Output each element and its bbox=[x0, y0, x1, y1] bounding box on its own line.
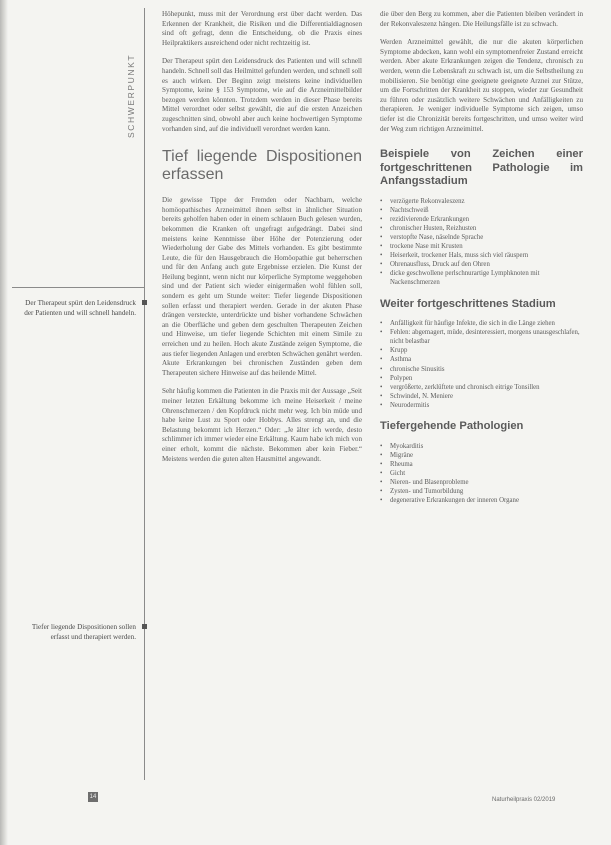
list-item: • rezidivierende Erkrankungen bbox=[380, 215, 583, 224]
subheading: Tiefergehende Pathologien bbox=[380, 420, 524, 432]
list-item: • Fehlen: abgemagert, müde, desinteressiert, morgens unausgeschlafen, nicht belastbar bbox=[380, 328, 583, 346]
list-item: • Nieren- und Blasenprobleme bbox=[380, 478, 583, 487]
subheading: Weiter fortgeschrittenes Stadium bbox=[380, 297, 556, 310]
bullet-list bbox=[380, 319, 583, 410]
list-item: • vergrößerte, zerklüftete und chronisch eitrige Tonsillen bbox=[380, 383, 583, 392]
paragraph: Der Therapeut spürt den Leidensdruck des Patienten und will schnell handeln. Schnell soll das Heilmittel gefunden werden, und schnell soll es auch wirken. Der Beginn zeigt meistens keine individuellen Symptome, keine § 153 Symptome, wie auf die Arzneimittelbilder bezogen werden könnten. Trotzdem werden in dieser Phase bereits Mittel verordnet oder selbst gewählt, die auf die ersten Anzeichen zugeschnitten sind, obwohl aber auch keine hochwertigen Symptome vorhanden sind, auf die individuell verordnet werden kann. bbox=[162, 57, 362, 133]
horizontal-rule bbox=[12, 287, 145, 288]
list-item: • Krupp bbox=[380, 346, 583, 355]
paragraph: Sehr häufig kommen die Patienten in die Praxis mit der Aussage „Seit meiner letzten Erkältung bekomme ich meine Heiserkeit / meine Ohrenschmerzen / den Kopfdruck nicht mehr weg. Ich bin müde und habe keine Lust zu Sport oder Hobbys. Alles strengt an, und die Belastung bekommt ich Herzen.“ Oder: „Je älter ich werde, desto schlimmer ich immer wieder eine Erkältung. Kaum habe ich mich von einer erholt, kommt die nächste. Bekommen aber kein Fieber.“ Meistens werden die guten alten Hausmittel angewandt. bbox=[162, 387, 362, 463]
page-number: 14 bbox=[89, 794, 97, 800]
vertical-rule bbox=[144, 8, 145, 780]
column-right bbox=[380, 10, 583, 515]
bullet-list bbox=[380, 442, 583, 506]
list-item: • verstopfte Nase, näselnde Sprache bbox=[380, 233, 583, 242]
list-item: • Neurodermitis bbox=[380, 401, 583, 410]
list-item: • chronische Sinusitis bbox=[380, 365, 583, 374]
section-label: SCHWERPUNKT bbox=[126, 53, 136, 138]
list-item: • trockene Nase mit Krusten bbox=[380, 242, 583, 251]
list-item: • Schwindel, N. Meniere bbox=[380, 392, 583, 401]
list-item: • Nachtschweiß bbox=[380, 206, 583, 215]
quote-marker bbox=[142, 624, 147, 629]
list-item: • chronischer Husten, Reizhusten bbox=[380, 224, 583, 233]
list-item: • Myokarditis bbox=[380, 442, 583, 451]
paragraph: die über den Berg zu kommen, aber die Patienten bleiben verändert in der Rekonvaleszenz hängen. Die Heilungsfälle ist zu schwach. bbox=[380, 10, 583, 28]
pull-quote-2: Tiefer liegende Dispositionen sollen erfasst und therapiert werden. bbox=[31, 623, 136, 641]
list-item: • Migräne bbox=[380, 451, 583, 460]
subheading: Beispiele von Zeichen einer fortgeschrittenen Pathologie im Anfangsstadium bbox=[380, 148, 583, 188]
journal-footer: Naturheilpraxis 02/2019 bbox=[492, 797, 556, 803]
paragraph: Die gewisse Tippe der Fremden oder Nachbarn, welche homöopathisches Arzneimittel ihnen selbst in ähnlicher Situation bereits geholfen haben oder in einem schlauen Buch gelesen wurden, bekommen die Kranken oft ungefragt aufgedrängt. Dabei sind meistens keine Kenntnisse über Höhe der Potenzierung oder Wiederholung der Gabe des Mittels vorhanden. Es gibt bestimmte Leute, die für den Hausgebrauch die Homöopathie gut beherrschen und für den Anfang auch gute Ergebnisse erzielen. Die Kunst der Heilung beginnt, wenn nicht nur körperliche Symptome weggehoben sind und der Patient sich wieder einigermaßen wohl fühlen soll, sondern es geht um Stunde weiter: Tiefer liegende Dispositionen sollen erfasst und therapiert werden. Gerade in der akuten Phase drängen versteckte, unterdrückte und bisher vorhandene Schwächen an die Oberfläche und geben dem geschulten Therapeuten Zeichen und Hinweise, um tiefer liegende Schichten mit einem Simile zu erreichen und zu heilen. Hoch akute Zustände zeigen Symptome, die aus tiefer liegenden Anlagen und ererbten Schwächen genährt werden. Akute Erkrankungen bei chronischen Zuständen geben dem Therapeuten sichere Hinweise auf das heilende Mittel. bbox=[162, 196, 362, 377]
column-left bbox=[162, 10, 362, 473]
list-item: • verzögerte Rekonvaleszenz bbox=[380, 197, 583, 206]
list-item: • Asthma bbox=[380, 355, 583, 364]
quote-marker bbox=[142, 300, 147, 305]
list-item: • dicke geschwollene perlschnurartige Lymphknoten mit Nackenschmerzen bbox=[380, 269, 583, 287]
page-edge-shadow bbox=[0, 0, 8, 845]
list-item: • Anfälligkeit für häufige Infekte, die sich in die Länge ziehen bbox=[380, 319, 583, 328]
list-item: • Gicht bbox=[380, 469, 583, 478]
bullet-list bbox=[380, 197, 583, 288]
pull-quote-1: Der Therapeut spürt den Leidensdruck der Patienten und will schnell handeln. bbox=[24, 299, 136, 317]
list-item: • Polypen bbox=[380, 374, 583, 383]
section-heading: Tief liegende Dispositionen erfassen bbox=[162, 148, 362, 184]
list-item: • Ohrenausfluss, Druck auf den Ohren bbox=[380, 260, 583, 269]
list-item: • Rheuma bbox=[380, 460, 583, 469]
list-item: • degenerative Erkrankungen der inneren Organe bbox=[380, 496, 583, 505]
paragraph: Höhepunkt, muss mit der Verordnung erst über dacht werden. Das Erkennen der Krankheit, die Risiken und die Differentialdiagnosen sind oft gefragt, denn die Entscheidung, ob die Praxis eines Heilpraktikers ausreichend oder nicht rechtzeitig ist. bbox=[162, 10, 362, 47]
paragraph: Werden Arzneimittel gewählt, die nur die akuten körperlichen Symptome abdecken, kann wohl ein symptomenfreier Zustand erreicht werden. Aber akute Erkrankungen zeigen die Tendenz, chronisch zu werden, wenn die Lebenskraft zu schwach ist, um die Selbstheilung zu mobilisieren. Sie benötigt eine geeignete geeignete Arznei zur Stütze, um die Fortschritten der Krankheit zu stoppen, wieder zur Gesundheit zu führen oder zusätzlich weitere Schwächen und Anfälligkeiten zu therapieren. Je weniger individuelle Symptome sich zeigen, umso tiefer ist die Chronizität bereits fortgeschritten, und umso weiter wird der Weg zum richtigen Arzneimittel. bbox=[380, 38, 583, 133]
list-item: • Heiserkeit, trockener Hals, muss sich viel räuspern bbox=[380, 251, 583, 260]
list-item: • Zysten- und Tumorbildung bbox=[380, 487, 583, 496]
